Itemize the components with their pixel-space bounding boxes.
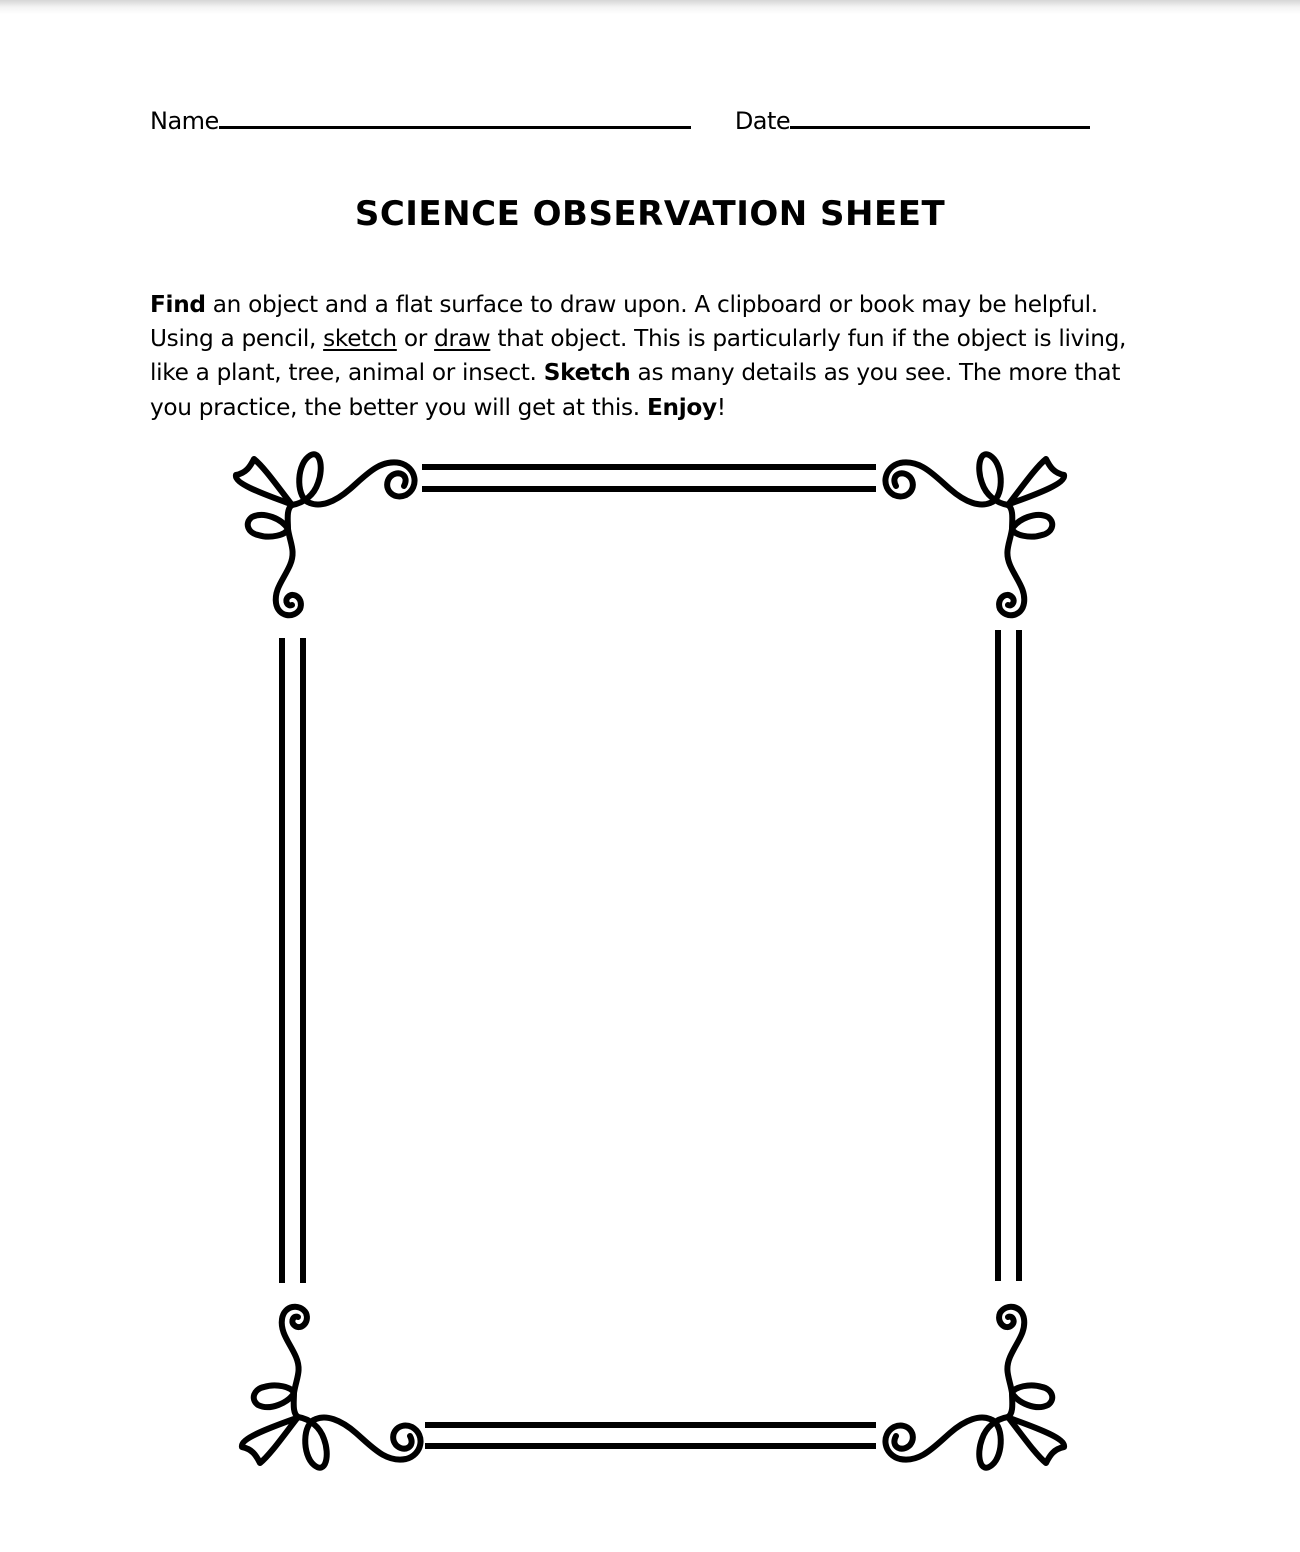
corner-swirl-bottom-right: [885, 1307, 1064, 1468]
page-title: SCIENCE OBSERVATION SHEET: [354, 194, 946, 234]
draw-underlined: draw: [434, 325, 491, 353]
instructions-text-1: an object and a flat surface to draw upon. A clipboard or book may be helpful. Using a pencil,: [150, 291, 1098, 353]
find-bold: Find: [150, 291, 206, 318]
instructions-text-2: or: [396, 325, 435, 353]
sketch-underlined: sketch: [323, 325, 397, 353]
instructions-end: !: [716, 393, 726, 421]
instructions-text-3: that object. This is particularly fun if the object is living, like a plant, tree, animal or insect.: [150, 325, 1127, 387]
sketch-bold: Sketch: [543, 359, 631, 387]
enjoy-bold: Enjoy: [646, 393, 717, 421]
name-label: Name: [150, 107, 219, 135]
instructions-text-4: as many details as you see. The more that you practice, the better you will get at this.: [150, 359, 1121, 421]
frame-double-lines: [282, 467, 1019, 1446]
corner-swirl-bottom-left: [242, 1307, 421, 1468]
corner-swirl-top-left: [236, 454, 415, 615]
date-label: Date: [734, 107, 791, 135]
corner-swirl-top-right: [885, 454, 1064, 615]
